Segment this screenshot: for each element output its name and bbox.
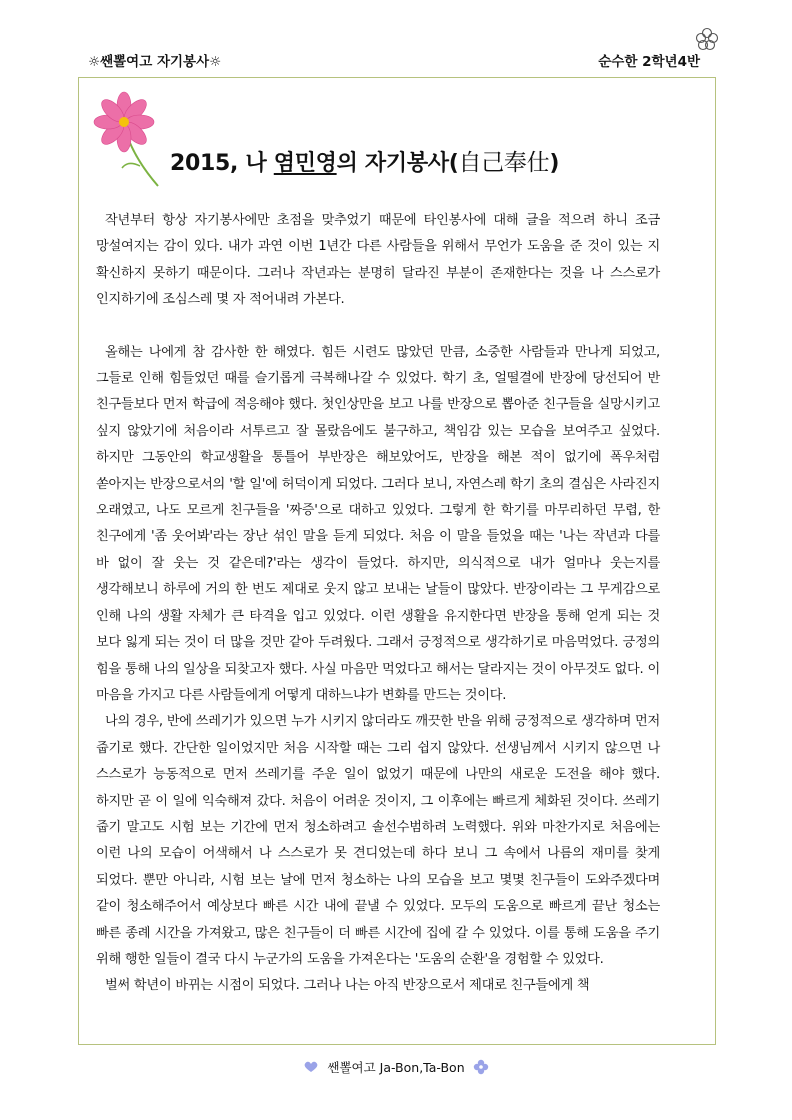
title-close: ) xyxy=(549,151,560,176)
header-left-label: ☼쌘뽈여고 자기봉사☼ xyxy=(88,54,222,70)
essay-body xyxy=(96,208,660,1000)
flower-icon xyxy=(473,1059,489,1075)
paragraph-2: 올해는 나에게 참 감사한 한 해였다. 힘든 시련도 많았던 만큼, 소중한 사람들과 만나게 되었고, 그들로 인해 힘들었던 때를 슬기롭게 극복해나갈 수 있었다. 학기 초, 얼떨결에 반장에 당선되어 반 친구들보다 먼저 학급에 적응해야 했다. 첫인상만을 보고 나를 반장으로 뽑아준 친구들을 실망시키고 싶지 않았기에 처음이라 서투르고 잘 몰랐음에도 불구하고, 책임감 있는 모습을 보여주고 싶었다. 하지만 그동안의 학교생활을 통틀어 부반장은 해보았어도, 반장을 해본 적이 없기에 폭우처럼 쏟아지는 반장으로서의 '할 일'에 허덕이게 되었다. 그러다 보니, 자연스레 학기 초의 결심은 사라진지 오래였고, 나도 모르게 친구들을 '짜증'으로 대하고 있었다. 그렇게 한 학기를 마무리하던 무렵, 한 친구에게 '좀 웃어봐'라는 장난 섞인 말을 듣게 되었다. 처음 이 말을 들었을 때는 '나는 작년과 다를 바 없이 잘 웃는 것 같은데?'라는 생각이 들었다. 하지만, 의식적으로 내가 얼마나 웃는지를 생각해보니 하루에 거의 한 번도 제대로 웃지 않고 보내는 날들이 많았다. 반장이라는 그 무게감으로 인해 나의 생활 자체가 큰 타격을 입고 있었다. 이런 생활을 유지한다면 반장을 통해 얻게 되는 것 보다 잃게 되는 것이 더 많을 것만 같아 두려웠다. 그래서 긍정적으로 생각하기로 마음먹었다. 긍정의 힘을 통해 나의 일상을 되찾고자 했다. 사실 마음만 먹었다고 해서는 달라지는 것이 아무것도 없다. 이 마음을 가지고 다른 사람들에게 어떻게 대하느냐가 변화를 만드는 것이다. xyxy=(96,344,660,703)
flower-outline-icon xyxy=(694,26,720,52)
title-suffix: 의 자기봉사( xyxy=(336,151,459,176)
title-prefix: 2015, 나 xyxy=(170,151,274,176)
page-header xyxy=(88,46,708,74)
cosmos-flower-icon xyxy=(88,86,168,191)
paragraph-1: 작년부터 항상 자기봉사에만 초점을 맞추었기 때문에 타인봉사에 대해 글을 적으려 하니 조금 망설여지는 감이 있다. 내가 과연 이번 1년간 다른 사람들을 위해서 무언가 도움을 준 것이 있는 지 확신하지 못하기 때문이다. 그러나 작년과는 분명히 달라진 부분이 존재한다는 것을 나 스스로가 인지하기에 조심스레 몇 자 적어내려 가본다. xyxy=(96,213,660,308)
page-footer xyxy=(0,1058,792,1076)
heart-icon xyxy=(303,1061,319,1073)
title-hanja: 自己奉仕 xyxy=(458,150,550,176)
footer-label: 쌘뽈여고 Ja-Bon,Ta-Bon xyxy=(327,1060,465,1075)
title-author-name: 염민영 xyxy=(273,151,337,176)
paragraph-4: 벌써 학년이 바뀌는 시점이 되었다. 그러나 나는 아직 반장으로서 제대로 친구들에게 책 xyxy=(105,978,590,994)
page-title xyxy=(170,144,640,177)
paragraph-3: 나의 경우, 반에 쓰레기가 있으면 누가 시키지 않더라도 깨끗한 반을 위해 긍정적으로 생각하며 먼저 줍기로 했다. 간단한 일이었지만 처음 시작할 때는 그리 쉽지 않았다. 선생님께서 시키지 않으면 나 스스로가 능동적으로 먼저 쓰레기를 주운 일이 없었기 때문에 나만의 새로운 도전을 해야 했다. 하지만 곧 이 일에 익숙해져 갔다. 처음이 어려운 것이지, 그 이후에는 빠르게 체화된 것이다. 쓰레기 줍기 말고도 시험 보는 기간에 먼저 청소하려고 솔선수범하려 노력했다. 위와 마찬가지로 처음에는 이런 나의 모습이 어색해서 나 스스로가 못 견디었는데 하다 보니 그 속에서 나름의 재미를 찾게 되었다. 뿐만 아니라, 시험 보는 날에 먼저 청소하는 나의 모습을 보고 몇몇 친구들이 도와주겠다며 같이 청소해주어서 예상보다 빠른 시간 내에 끝낼 수 있었다. 모두의 도움으로 빠르게 끝난 청소는 빠른 종례 시간을 가져왔고, 많은 친구들이 더 빠른 시간에 집에 갈 수 있었다. 이를 통해 도움을 주기 위해 행한 일들이 결국 다시 누군가의 도움을 가져온다는 '도움의 순환'을 경험할 수 있었다. xyxy=(96,714,660,967)
header-right-label: 순수한 2학년4반 xyxy=(598,54,700,70)
